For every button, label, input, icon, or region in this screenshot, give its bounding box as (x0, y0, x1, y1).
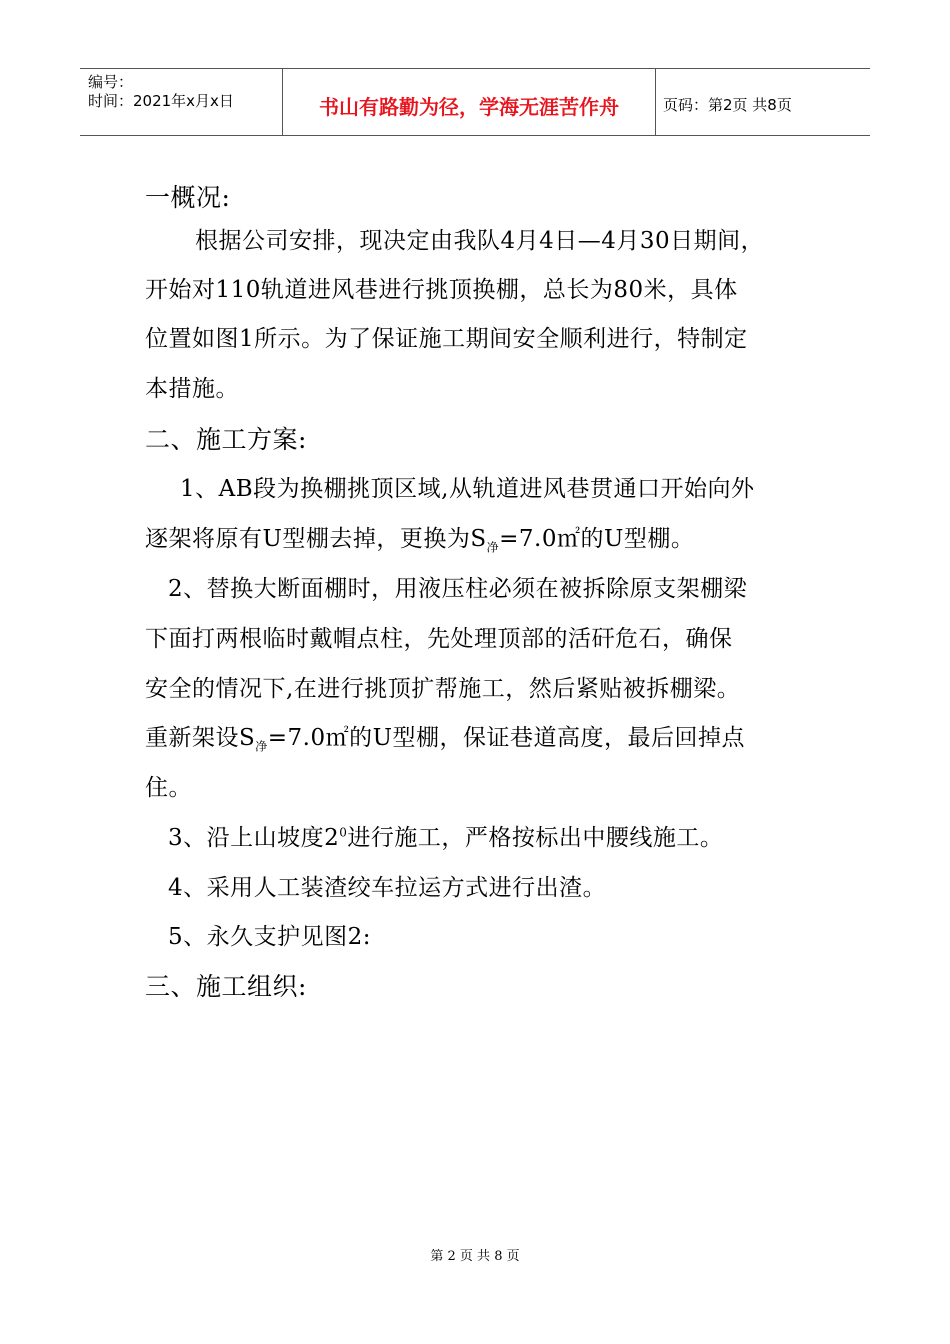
subscript: 净 (486, 540, 500, 555)
superscript: 0 (339, 825, 348, 840)
paragraph-line: 位置如图1所示。为了保证施工期间安全顺利进行，特制定 (145, 326, 748, 352)
text-span: 3、沿上山坡度2 (168, 825, 340, 851)
subscript: 净 (255, 739, 268, 754)
paragraph-line (168, 819, 723, 852)
header-divider-1 (282, 68, 283, 135)
page-footer: 第 2 页 共 8 页 (430, 1249, 520, 1264)
date-label: 时间：2021年x月x日 (88, 92, 234, 110)
text-span: 进行施工，严格按标出中腰线施工。 (347, 825, 724, 851)
section-heading-2: 二、施工方案: (145, 425, 307, 454)
section-heading-3: 三、施工组织: (145, 972, 307, 1001)
page-info: 页码：第2页 共8页 (663, 96, 792, 114)
header-divider-2 (655, 68, 656, 135)
section-heading-1: 一概况: (145, 183, 231, 212)
text-span: 重新架设S (145, 725, 256, 751)
paragraph-line: 本措施。 (145, 376, 239, 402)
header-bottom-border (80, 135, 870, 136)
paragraph-line: 4、采用人工装渣绞车拉运方式进行出渣。 (168, 875, 607, 901)
serial-label: 编号： (88, 73, 134, 91)
text-span: =7.0㎡的U型棚，保证巷道高度，最后回掉点 (267, 725, 746, 751)
header-motto: 书山有路勤为径，学海无涯苦作舟 (319, 95, 619, 119)
paragraph-line: 1、AB段为换棚挑顶区域,从轨道进风巷贯通口开始向外 (180, 476, 755, 502)
paragraph-line: 安全的情况下,在进行挑顶扩帮施工，然后紧贴被拆棚梁。 (145, 676, 741, 702)
paragraph-line: 开始对110轨道进风巷进行挑顶换棚，总长为80米，具体 (145, 277, 738, 303)
paragraph-line: 下面打两根临时戴帽点柱，先处理顶部的活矸危石，确保 (145, 626, 733, 652)
paragraph-line: 住。 (145, 775, 192, 801)
header-top-border (80, 68, 870, 69)
paragraph-line: 2、替换大断面棚时，用液压柱必须在被拆除原支架棚梁 (168, 576, 748, 602)
paragraph-line (145, 719, 745, 755)
paragraph-line (145, 520, 694, 556)
paragraph-line: 5、永久支护见图2: (168, 924, 372, 950)
paragraph-line: 根据公司安排，现决定由我队4月4日—4月30日期间， (195, 228, 765, 254)
text-span: =7.0㎡的U型棚。 (499, 526, 695, 552)
text-span: 逐架将原有U型棚去掉，更换为S (145, 526, 487, 552)
